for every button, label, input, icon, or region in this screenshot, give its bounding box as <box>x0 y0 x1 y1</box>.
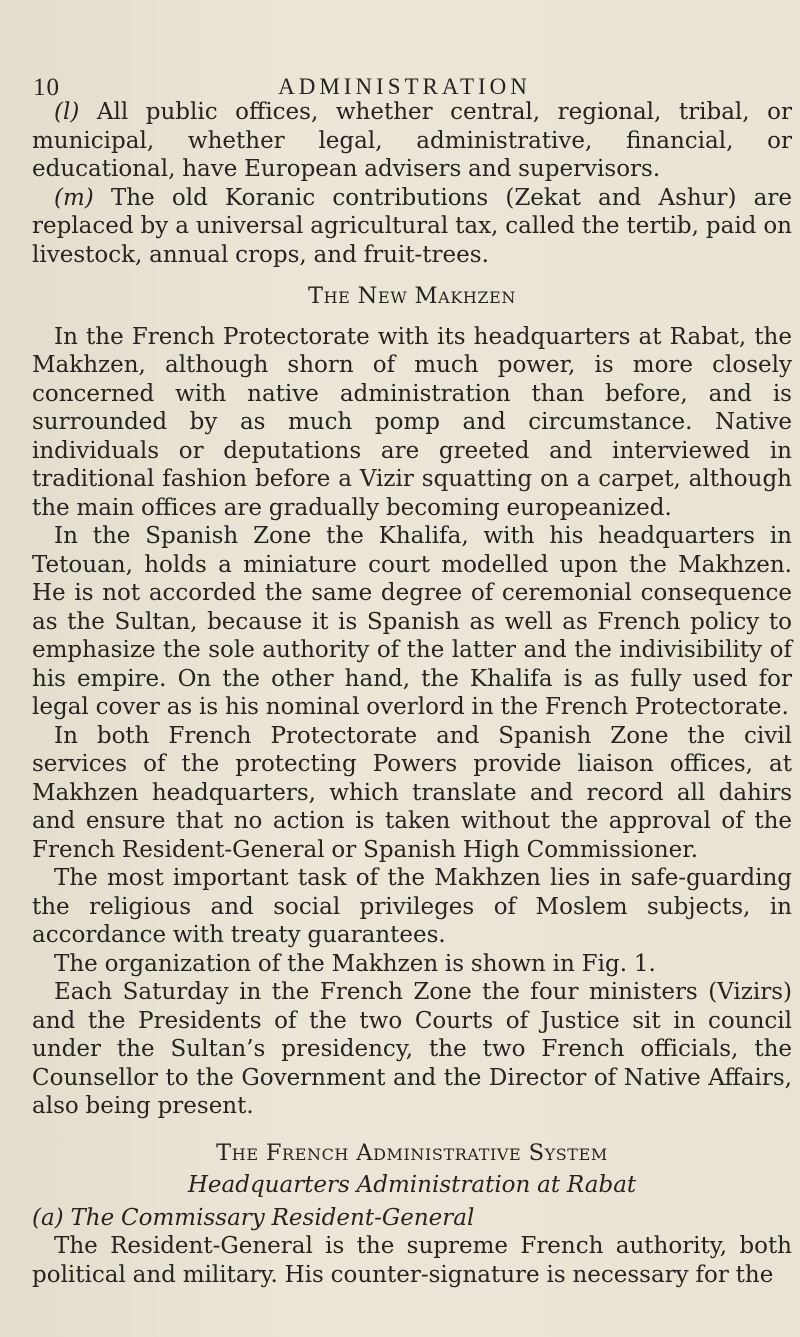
paragraph-text: The old Koranic contributions (Zekat and Ashur) are replaced by a universal agricultural tax, called the tertib, paid on livestock, annual crops, and fruit-trees. <box>32 184 792 268</box>
body-text <box>32 98 792 1289</box>
lettered-heading: (a) The Commissary Resident-General <box>32 1204 475 1231</box>
paragraph-label: (m) <box>54 184 94 211</box>
section-heading-new-makhzen <box>32 282 792 311</box>
page-number: 10 <box>33 74 60 101</box>
paragraph-l <box>32 98 792 184</box>
paragraph: In the Spanish Zone the Khalifa, with his headquarters in Tetouan, holds a miniature court modelled upon the Makhzen. He is not accorded the same degree of ceremonial consequence as the Sultan, because it is Spanish as well as French policy to emphasize the sole authority of the latter and the indivisibility of his empire. On the other hand, the Khalifa is as fully used for legal cover as is his nominal overlord in the French Protectorate. <box>32 523 792 720</box>
paragraph-m <box>32 184 792 270</box>
paragraph: In both French Protectorate and Spanish Zone the civil services of the protecting Powers provide liaison offices, at Makhzen headquarters, which translate and record all dahirs and ensure that no action is taken without the approval of the French Resident-General or Spanish High Commissioner. <box>32 722 792 863</box>
paragraph: Each Saturday in the French Zone the four ministers (Vizirs) and the Presidents of the two Courts of Justice sit in council under the Sultan’s presidency, the two French officials, the Counsellor to the Government and the Director of Native Affairs, also being present. <box>32 979 792 1119</box>
section-heading-text: The French Administrative System <box>216 1139 608 1166</box>
paragraph-text: All public offices, whether central, regional, tribal, or municipal, whether legal, administrative, financial, or educational, have European advisers and supervisors. <box>32 99 792 182</box>
paragraph-label: (l) <box>54 99 80 125</box>
section-heading-text: The New Makhzen <box>307 283 517 309</box>
section-subheading: Headquarters Administration at Rabat <box>187 1172 637 1198</box>
paragraph: In the French Protectorate with its headquarters at Rabat, the Makhzen, although shorn of much power, is more closely concerned with native administration than before, and is surrounded by as much pomp and circumstance. Native individuals or deputations are greeted and interviewed in traditional fashion before a Vizir squatting on a carpet, although the main offices are gradually becoming europeanized. <box>32 323 792 521</box>
paragraph: The organization of the Makhzen is shown in Fig. 1. <box>54 950 656 977</box>
paragraph: The Resident-General is the supreme French authority, both political and military. His counter-signature is necessary for the <box>32 1233 792 1288</box>
paragraph: The most important task of the Makhzen lies in safe-guarding the religious and social privileges of Moslem subjects, in accordance with treaty guarantees. <box>32 865 792 948</box>
section-heading-french-system <box>32 1139 792 1168</box>
running-title: ADMINISTRATION <box>278 74 531 99</box>
